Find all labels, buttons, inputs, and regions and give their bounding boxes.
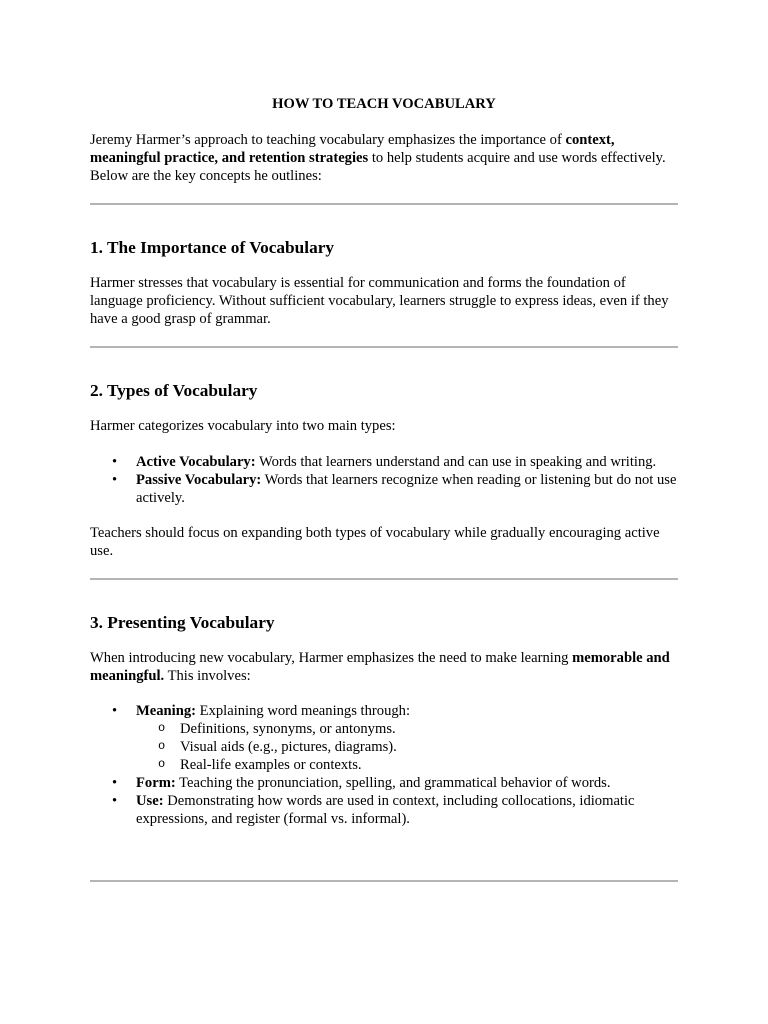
section-2-closing: Teachers should focus on expanding both types of vocabulary while gradually encouraging active use. xyxy=(90,525,660,559)
document-title: HOW TO TEACH VOCABULARY xyxy=(272,96,496,112)
document-page xyxy=(90,92,678,882)
list-item-term: Passive Vocabulary: xyxy=(136,472,262,488)
list-item-text: Explaining word meanings through: xyxy=(196,703,411,719)
list-item xyxy=(90,774,678,792)
list-item xyxy=(90,792,678,828)
list-item-term: Meaning: xyxy=(136,703,196,719)
section-1-paragraph: Harmer stresses that vocabulary is essential for communication and forms the foundation of language proficiency. Without sufficient vocabulary, learners struggle to express ideas, even if they have a good grasp of grammar. xyxy=(90,275,669,327)
intro-paragraph xyxy=(90,131,678,185)
intro-text-2: to help students acquire and use words effectively. Below are the key concepts he outlines: xyxy=(90,150,666,184)
sub-bullet-icon: o xyxy=(158,757,166,771)
sub-list-item xyxy=(90,738,678,756)
divider xyxy=(90,203,678,205)
list-item xyxy=(90,702,678,774)
meaning-sublist xyxy=(90,720,678,774)
list-item-term: Use: xyxy=(136,793,164,809)
list-item-text: Demonstrating how words are used in context, including collocations, idiomatic expressions, and register (formal vs. informal). xyxy=(136,793,635,827)
bullet-icon: • xyxy=(112,703,118,719)
sub-list-item xyxy=(90,756,678,774)
section-3-text-1: When introducing new vocabulary, Harmer emphasizes the need to make learning xyxy=(90,650,573,666)
divider xyxy=(90,880,678,882)
section-3-text-2: This involves: xyxy=(164,668,251,684)
types-list xyxy=(90,453,678,507)
list-item-text: Words that learners recognize when reading or listening but do not use actively. xyxy=(136,472,677,506)
divider xyxy=(90,346,678,348)
sub-bullet-icon: o xyxy=(158,739,166,753)
list-item-text: Teaching the pronunciation, spelling, and grammatical behavior of words. xyxy=(175,775,611,791)
bullet-icon: • xyxy=(112,472,118,488)
section-2-heading: 2. Types of Vocabulary xyxy=(90,381,258,400)
section-2-paragraph: Harmer categorizes vocabulary into two main types: xyxy=(90,418,396,434)
intro-bold: context, meaningful practice, and retention strategies xyxy=(90,132,615,166)
section-3-paragraph xyxy=(90,649,678,685)
section-3-heading: 3. Presenting Vocabulary xyxy=(90,613,275,632)
list-item-term: Form: xyxy=(136,775,176,791)
list-item xyxy=(90,471,678,507)
section-3-bold: memorable and meaningful. xyxy=(90,650,670,684)
sub-list-item xyxy=(90,720,678,738)
list-item xyxy=(90,453,678,471)
divider xyxy=(90,578,678,580)
intro-text-1: Jeremy Harmer’s approach to teaching vocabulary emphasizes the importance of xyxy=(90,132,566,148)
presenting-list xyxy=(90,702,678,828)
sub-list-item-text: Definitions, synonyms, or antonyms. xyxy=(180,721,396,737)
sub-list-item-text: Real-life examples or contexts. xyxy=(180,757,362,773)
bullet-icon: • xyxy=(112,454,118,470)
bullet-icon: • xyxy=(112,775,118,791)
section-1-heading: 1. The Importance of Vocabulary xyxy=(90,238,335,257)
sub-list-item-text: Visual aids (e.g., pictures, diagrams). xyxy=(180,739,397,755)
bullet-icon: • xyxy=(112,793,118,809)
list-item-term: Active Vocabulary: xyxy=(136,454,256,470)
list-item-text: Words that learners understand and can use in speaking and writing. xyxy=(255,454,657,470)
sub-bullet-icon: o xyxy=(158,721,166,735)
